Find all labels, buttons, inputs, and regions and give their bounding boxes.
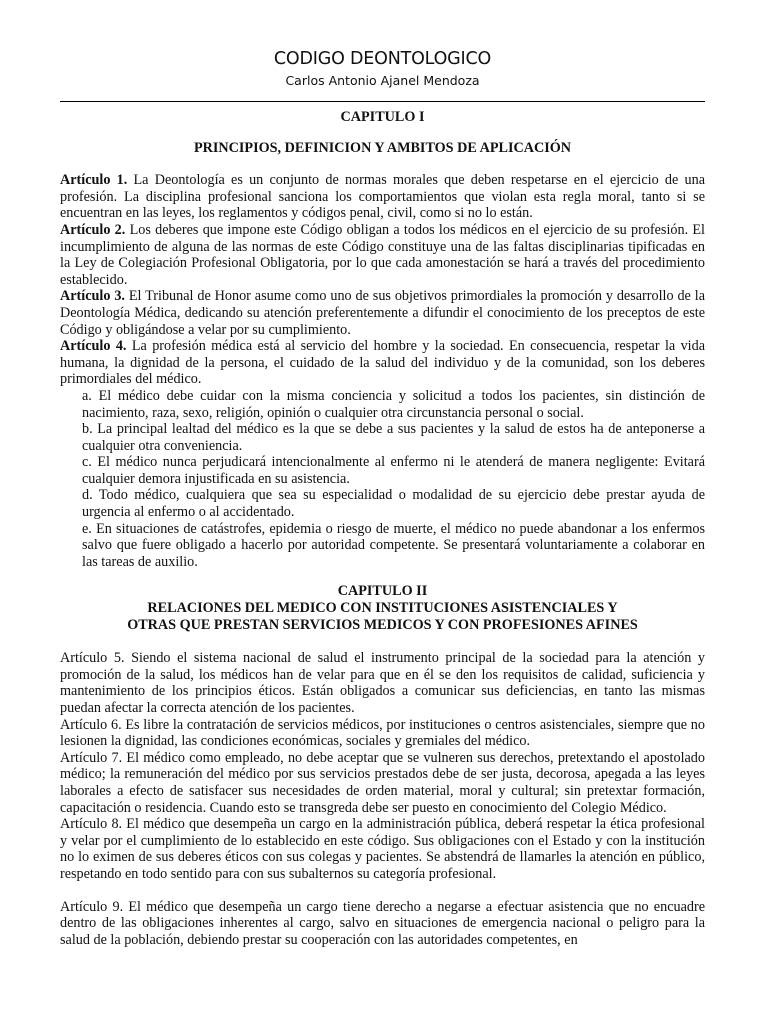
article-5: Artículo 5. Siendo el sistema nacional de salud el instrumento principal de la sociedad para la atención y promoción de la salud, los médicos han de velar para que en él se den los requisitos de calidad, suficiencia y mantenimiento de los principios éticos. Están obligados a comunicar sus deficiencias, en tanto las mismas puedan afectar la correcta atención de los pacientes.: [60, 650, 705, 716]
document-author: Carlos Antonio Ajanel Mendoza: [285, 73, 480, 88]
document-header: [60, 0, 705, 90]
chapter-2-subtitle-line-1: RELACIONES DEL MEDICO CON INSTITUCIONES ASISTENCIALES Y: [147, 600, 618, 617]
list-item: d. Todo médico, cualquiera que sea su especialidad o modalidad de su ejercicio debe prestar ayuda de urgencia al enfermo o al accidentado.: [82, 487, 705, 521]
chapter-2-title: CAPITULO II: [337, 583, 428, 600]
article-6: Artículo 6. Es libre la contratación de servicios médicos, por instituciones o centros asistenciales, siempre que no lesionen la dignidad, las condiciones económicas, sociales y gremiales del médico.: [60, 716, 705, 750]
list-item: c. El médico nunca perjudicará intencionalmente al enfermo ni le atenderá de manera negligente: Evitará cualquier demora injustificada en su asistencia.: [82, 454, 705, 487]
article-number: Artículo 1.: [60, 172, 128, 189]
list-item: e. En situaciones de catástrofes, epidemia o riesgo de muerte, el médico no puede abandonar a los enfermos salvo que fuere obligado a hacerlo por autoridad competente. Se presentará voluntariamente a colaborar en las tareas de auxilio.: [82, 520, 705, 570]
article-2: [60, 222, 705, 288]
document-body: [60, 109, 705, 948]
header-divider: [60, 101, 705, 102]
article-7: Artículo 7. El médico como empleado, no debe aceptar que se vulneren sus derechos, pretextando el apostolado médico; la remuneración del médico por sus servicios prestados debe de ser justa, decorosa, apegada a las leyes laborales a efecto de satisfacer sus necesidades de orden material, moral y cultural; sin pretextar formación, capacitación o residencia. Cuando esto se transgreda debe ser puesto en conocimiento del Colegio Médico.: [60, 749, 705, 816]
article-4: [60, 338, 705, 388]
chapter-1-title: CAPITULO I: [340, 109, 425, 125]
list-item: b. La principal lealtad del médico es la que se debe a sus pacientes y la salud de estos ha de anteponerse a cualquier otra conveniencia.: [82, 421, 705, 454]
chapter-2-subtitle-line-2: OTRAS QUE PRESTAN SERVICIOS MEDICOS Y CON PROFESIONES AFINES: [127, 616, 638, 633]
article-number: Artículo 4.: [60, 338, 127, 355]
document-title: CODIGO DEONTOLOGICO: [273, 49, 492, 69]
chapter-2-articles: [60, 650, 705, 882]
article-9-section: [60, 899, 705, 949]
article-9: Artículo 9. El médico que desempeña un cargo tiene derecho a negarse a efectuar asistencia que no encuadre dentro de las obligaciones inherentes al cargo, salvo en situaciones de emergencia nacional o peligro para la salud de la población, debiendo prestar su cooperación con las autoridades competentes, en: [60, 898, 705, 948]
article-text: La profesión médica está al servicio del hombre y la sociedad. En consecuencia, respetar la vida humana, la dignidad de la persona, el cuidado de la salud del individuo y de la comunidad, son los deberes primordiales del médico.: [60, 338, 705, 388]
chapter-2-heading: [60, 583, 705, 633]
chapter-1-articles: [60, 172, 705, 570]
article-text: Los deberes que impone este Código obligan a todos los médicos en el ejercicio de su profesión. El incumplimiento de alguna de las normas de este Código constituye una de las faltas disciplinarias tipificadas en la Ley de Colegiación Profesional Obligatoria, por lo que cada amonestación se hará a través del procedimiento establecido.: [60, 221, 705, 288]
article-1: [60, 172, 705, 222]
document-page: [60, 0, 705, 1024]
article-8: Artículo 8. El médico que desempeña un cargo en la administración pública, deberá respetar la ética profesional y velar por el cumplimiento de lo establecido en este código. Sus obligaciones con el Estado y con la institución no lo eximen de sus deberes éticos con sus colegas y pacientes. Se abstendrá de llamarles la atención en público, respetando en todo sentido para con sus subalternos su categoría profesional.: [60, 816, 705, 882]
article-number: Artículo 3.: [60, 288, 125, 305]
article-text: La Deontología es un conjunto de normas morales que deben respetarse en el ejercicio de una profesión. La disciplina profesional sanciona los comportamientos que violan esta regla moral, tanto si se encuentran en las leyes, los reglamentos y códigos penal, civil, como si no lo están.: [60, 172, 705, 222]
article-4-list: [82, 388, 705, 571]
article-number: Artículo 2.: [60, 221, 126, 238]
list-item: a. El médico debe cuidar con la misma conciencia y solicitud a todos los pacientes, sin distinción de nacimiento, raza, sexo, religión, opinión o cualquier otra circunstancia personal o social.: [82, 387, 705, 421]
article-3: [60, 288, 705, 338]
chapter-1-subtitle: PRINCIPIOS, DEFINICION Y AMBITOS DE APLICACIÓN: [193, 139, 572, 156]
article-text: El Tribunal de Honor asume como uno de sus objetivos primordiales la promoción y desarrollo de la Deontología Médica, dedicando su atención preferentemente a difundir el conocimiento de los preceptos de este Código y obligándose a velar por su cumplimiento.: [60, 288, 705, 338]
